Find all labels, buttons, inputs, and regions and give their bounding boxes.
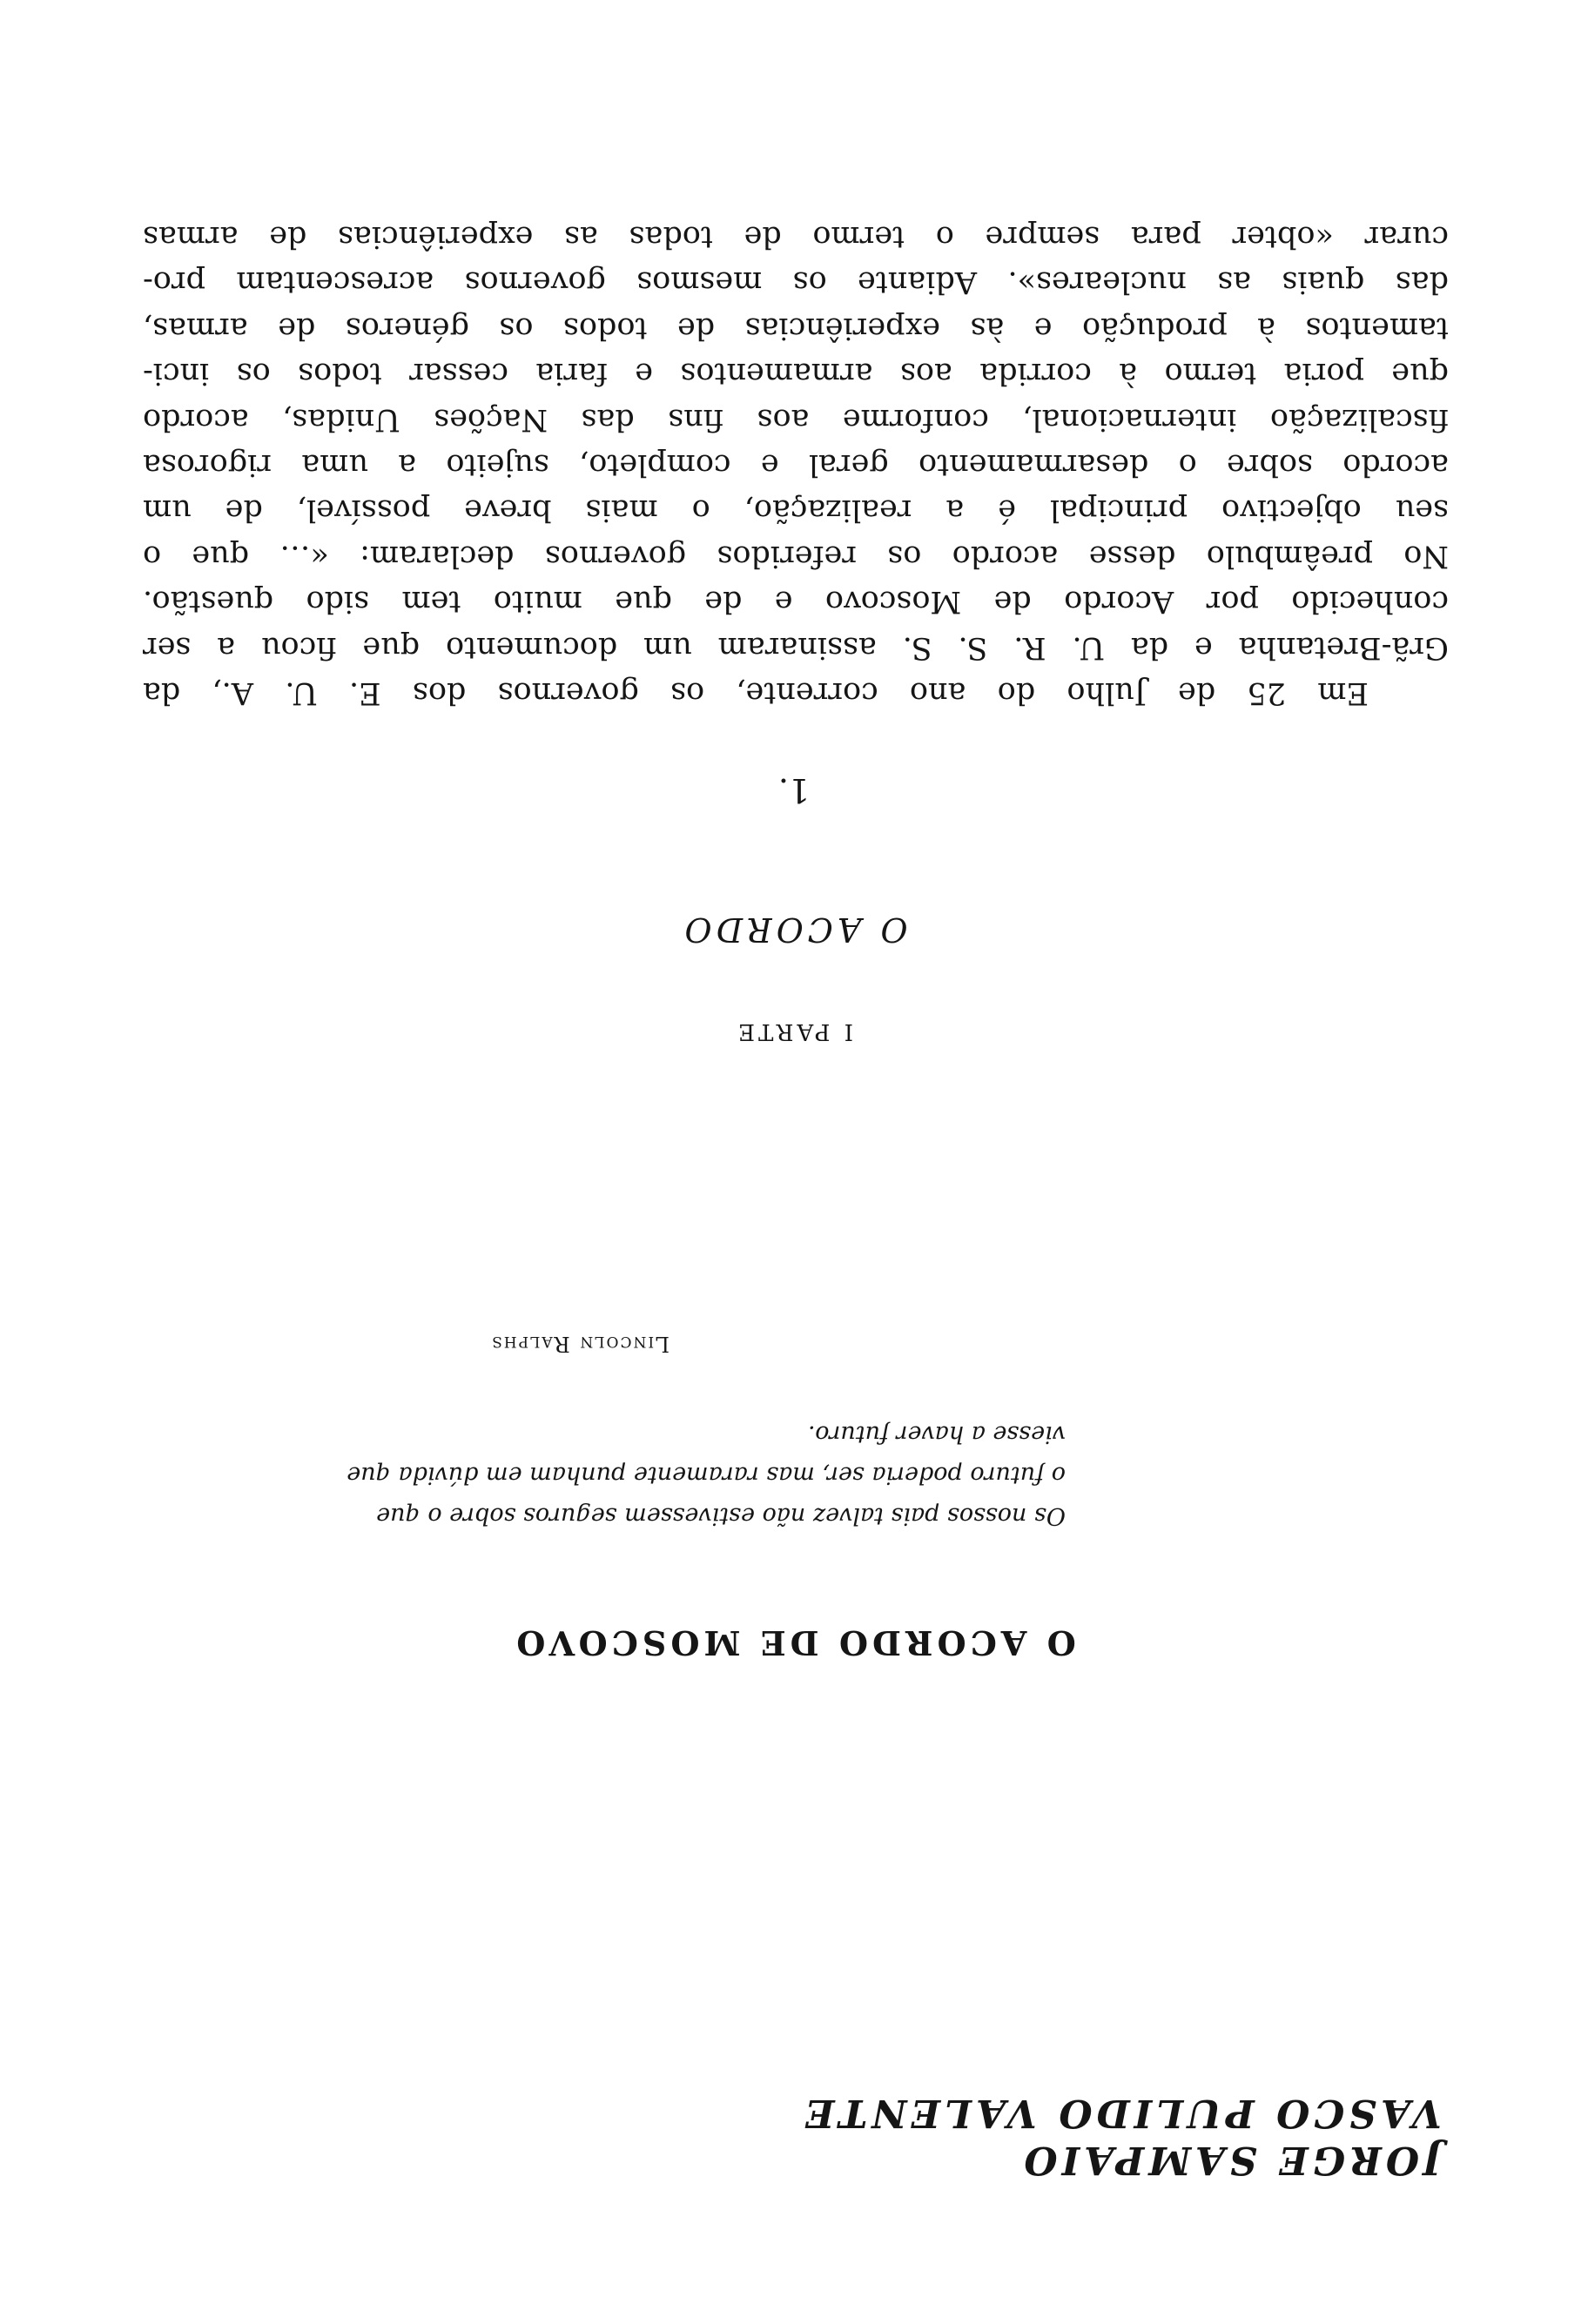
body-line: Em 25 de Julho do ano corrente, os governos dos E. U. A., da	[143, 675, 1369, 710]
epigraph-line: o futuro poderia ser, mas raramente punham em dúvida que	[347, 1461, 1066, 1488]
epigraph-line: viesse a haver futuro.	[808, 1421, 1066, 1447]
epigraph-line: Os nossos pais talvez não estivessem seguros sobre o que	[376, 1502, 1066, 1529]
body-line: tamentos à produção e às experiências de todos os géneros de armas,	[143, 310, 1449, 346]
body-line: fiscalização internacional, conforme aos fins das Nações Unidas, acordo	[143, 401, 1449, 437]
section-number: 1.	[777, 771, 811, 809]
body-line: curar «obter para sempre o termo de todas as experiências de armas	[143, 219, 1449, 255]
body-line: das quais as nucleares». Adiante os mesmos governos acrescentam pro-	[143, 265, 1449, 300]
author-name: JORGE SAMPAIO	[1019, 2138, 1442, 2182]
body-line: seu objectivo principal é a realização, o mais breve possível, de um	[143, 493, 1449, 528]
epigraph-author: Lincoln Ralphs	[490, 1332, 670, 1356]
body-line: acordo sobre o desarmamento geral e completo, sujeito a uma rigorosa	[143, 447, 1449, 483]
article-title: O ACORDO DE MOSCOVO	[512, 1623, 1076, 1662]
epigraph	[212, 1414, 1066, 1536]
body-line: No preâmbulo desse acordo os referidos governos declaram: «… que o	[143, 538, 1449, 574]
body-line: Grã-Bretanha e da U. R. S. S. assinaram um documento que ficou a ser	[143, 629, 1449, 665]
body-line: que poria termo à corrida aos armamentos e faria cessar todos os inci-	[143, 356, 1449, 392]
part-heading: I PARTE	[735, 1018, 853, 1044]
body-line: conhecido por Acordo de Moscovo e de que muito tem sido questão.	[143, 584, 1449, 620]
authors	[801, 2089, 1442, 2183]
part-title: O ACORDO	[680, 910, 908, 949]
author-name: VASCO PULIDO VALENTE	[801, 2091, 1442, 2135]
body-paragraph	[143, 214, 1449, 715]
